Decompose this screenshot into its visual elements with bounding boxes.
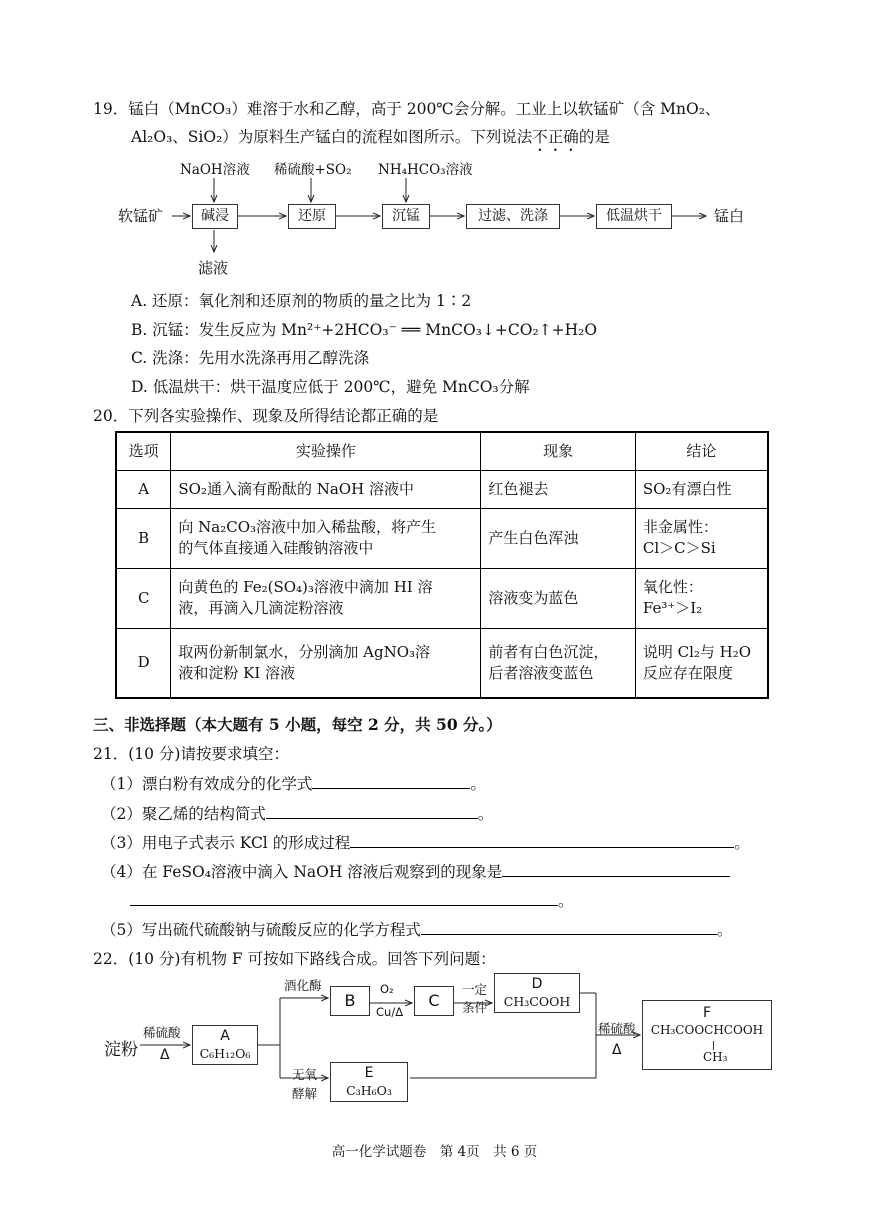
start-material: 淀粉	[104, 1040, 138, 1060]
flow-step-2: 还原	[288, 204, 336, 229]
cell-line: 后者溶液变蓝色	[488, 663, 594, 682]
q21-item-3-text: （3）用电子式表示 KCl 的形成过程	[101, 834, 351, 852]
q21-item-1	[101, 772, 486, 794]
phenomenon-cell	[481, 508, 636, 568]
q21-item-2	[101, 802, 493, 824]
flow-start-label: 软锰矿	[118, 207, 164, 225]
flow-step-1: 碱浸	[192, 204, 238, 229]
compound-f-box	[642, 1000, 772, 1070]
cell-line: SO₂有漂白性	[642, 479, 732, 498]
cell-line: 非金属性：	[642, 518, 718, 536]
cell-line: 红色褪去	[488, 479, 549, 498]
table-header-cell: 结论	[635, 432, 768, 470]
q21-item-4-continued	[130, 889, 574, 911]
cond-c-bottom: Cu/Δ	[376, 1005, 404, 1019]
cond-starch-top: 稀硫酸	[143, 1025, 181, 1040]
page-footer: 高一化学试题卷 第 4页 共 6 页	[331, 1144, 538, 1160]
section-3-title: 三、非选择题（本大题有 5 小题，每空 2 分，共 50 分。）	[93, 715, 502, 734]
end-mark: 。	[477, 805, 494, 823]
flow-step-3: 沉锰	[382, 204, 430, 229]
cond-f-bottom: Δ	[612, 1042, 622, 1058]
q21-stem: 21．(10 分)请按要求填空：	[93, 745, 289, 763]
conclusion-cell	[635, 628, 768, 698]
compound-a-box	[192, 1025, 258, 1065]
q21-item-1-text: （1）漂白粉有效成分的化学式	[101, 775, 313, 793]
q21-item-3	[101, 831, 750, 853]
flow-byproduct: 滤液	[198, 259, 229, 277]
table-row	[116, 628, 768, 698]
conclusion-cell	[635, 508, 768, 568]
q19-stem-part-c: 的是	[578, 128, 610, 146]
end-mark: 。	[558, 892, 574, 910]
operation-cell	[171, 568, 481, 628]
compound-d-box	[494, 973, 580, 1013]
compound-a-formula: C₆H₁₂O₆	[199, 1046, 251, 1061]
q21-item-4	[101, 860, 730, 882]
conclusion-cell	[635, 470, 768, 508]
option-cell: D	[116, 628, 171, 698]
cell-line: SO₂通入滴有酚酞的 NaOH 溶液中	[178, 479, 414, 498]
compound-b-box: B	[330, 986, 370, 1016]
flow-end-label: 锰白	[714, 207, 745, 225]
cell-line: 液和淀粉 KI 溶液	[178, 663, 296, 682]
cell-line: Cl＞C＞Si	[642, 539, 716, 557]
answer-blank[interactable]	[350, 833, 734, 848]
q19-option-b: B. 沉锰：发生反应为 Mn²⁺+2HCO₃⁻ ══ MnCO₃↓+CO₂↑+H₂O	[131, 321, 598, 339]
table-header-cell: 选项	[116, 432, 171, 470]
end-mark: 。	[470, 775, 486, 793]
cond-e-bottom: 酵解	[292, 1086, 318, 1101]
compound-f-label: F	[702, 1005, 712, 1021]
q21-item-4-text: （4）在 FeSO₄溶液中滴入 NaOH 溶液后观察到的现象是	[101, 863, 503, 881]
phenomenon-cell	[481, 470, 636, 508]
compound-e-formula: C₃H₆O₃	[346, 1083, 392, 1098]
cond-d-bottom: 条件	[462, 1000, 488, 1015]
cell-line: 说明 Cl₂与 H₂O	[642, 642, 752, 661]
table-row	[116, 568, 768, 628]
option-cell: B	[116, 508, 171, 568]
flow-reagent-2: 稀硫酸+SO₂	[274, 162, 352, 178]
cell-line: 产生白色浑浊	[488, 528, 579, 547]
answer-blank[interactable]	[421, 920, 717, 935]
q19-stem-line1: 19．锰白（MnCO₃）难溶于水和乙醇，高于 200℃会分解。工业上以软锰矿（含 MnO₂、	[93, 100, 721, 118]
flow-step-5: 低温烘干	[596, 204, 672, 229]
answer-blank[interactable]	[130, 891, 558, 906]
table-row	[116, 508, 768, 568]
flow-reagent-1: NaOH溶液	[180, 162, 250, 178]
cond-e-top: 无氧	[292, 1067, 318, 1082]
answer-blank[interactable]	[502, 862, 730, 877]
compound-a-label: A	[220, 1028, 230, 1044]
q20-stem: 20．下列各实验操作、现象及所得结论都正确的是	[93, 407, 439, 425]
cond-starch-bottom: Δ	[160, 1047, 170, 1063]
cell-line: 向 Na₂CO₃溶液中加入稀盐酸，将产生	[178, 518, 437, 536]
flow-step-4: 过滤、洗涤	[466, 204, 560, 229]
cond-d-top: 一定	[462, 982, 488, 997]
cell-line: 氧化性：	[642, 578, 703, 596]
end-mark: 。	[734, 834, 750, 852]
cell-line: 取两份新制氯水，分别滴加 AgNO₃溶	[178, 642, 431, 661]
compound-f-formula: CH₃COOCHCOOH	[650, 1023, 764, 1037]
compound-e-label: E	[364, 1065, 374, 1081]
q19-option-d: D. 低温烘干：烘干温度应低于 200℃，避免 MnCO₃分解	[131, 378, 530, 396]
compound-f-branch: CH₃	[703, 1050, 728, 1064]
operation-cell	[171, 508, 481, 568]
q19-option-a: A. 还原：氧化剂和还原剂的物质的量之比为 1∶2	[131, 292, 472, 310]
option-cell: C	[116, 568, 171, 628]
flow-reagent-3: NH₄HCO₃溶液	[378, 162, 473, 178]
cell-line: Fe³⁺＞I₂	[642, 599, 703, 617]
table-header-cell: 实验操作	[171, 432, 481, 470]
q21-item-2-text: （2）聚乙烯的结构简式	[101, 805, 266, 823]
table-row	[116, 470, 768, 508]
table-header-cell: 现象	[481, 432, 636, 470]
q19-stem-emphasis: 不正确	[532, 128, 579, 146]
answer-blank[interactable]	[312, 774, 470, 789]
phenomenon-cell	[481, 628, 636, 698]
cell-line: 溶液变为蓝色	[488, 588, 579, 607]
operation-cell	[171, 470, 481, 508]
cond-f-top: 稀硫酸	[598, 1021, 636, 1036]
cell-line: 前者有白色沉淀，	[488, 642, 609, 661]
cell-line: 液，再滴入几滴淀粉溶液	[178, 599, 344, 617]
q21-item-5-text: （5）写出硫代硫酸钠与硫酸反应的化学方程式	[101, 921, 421, 939]
q21-item-5	[101, 918, 732, 940]
compound-d-formula: CH₃COOH	[503, 994, 571, 1009]
cell-line: 的气体直接通入硅酸钠溶液中	[178, 539, 374, 557]
answer-blank[interactable]	[266, 804, 478, 819]
q22-stem: 22．(10 分)有机物 F 可按如下路线合成。回答下列问题：	[93, 950, 496, 968]
end-mark: 。	[716, 921, 733, 939]
cell-line: 向黄色的 Fe₂(SO₄)₃溶液中滴加 HI 溶	[178, 578, 433, 596]
q19-stem-part-a: Al₂O₃、SiO₂）为原料生产锰白的流程如图所示。下列说法	[131, 128, 533, 146]
compound-d-label: D	[531, 976, 543, 992]
option-cell: A	[116, 470, 171, 508]
compound-c-box: C	[414, 986, 454, 1016]
cond-b-top: 酒化酶	[284, 978, 322, 993]
cell-line: 反应存在限度	[642, 663, 733, 682]
operation-cell	[171, 628, 481, 698]
q20-table	[115, 431, 769, 699]
compound-e-box	[330, 1062, 408, 1102]
phenomenon-cell	[481, 568, 636, 628]
conclusion-cell	[635, 568, 768, 628]
table-header-row	[116, 432, 768, 470]
q19-option-c: C. 洗涤：先用水洗涤再用乙醇洗涤	[131, 349, 370, 367]
cond-c-top: O₂	[380, 982, 394, 996]
